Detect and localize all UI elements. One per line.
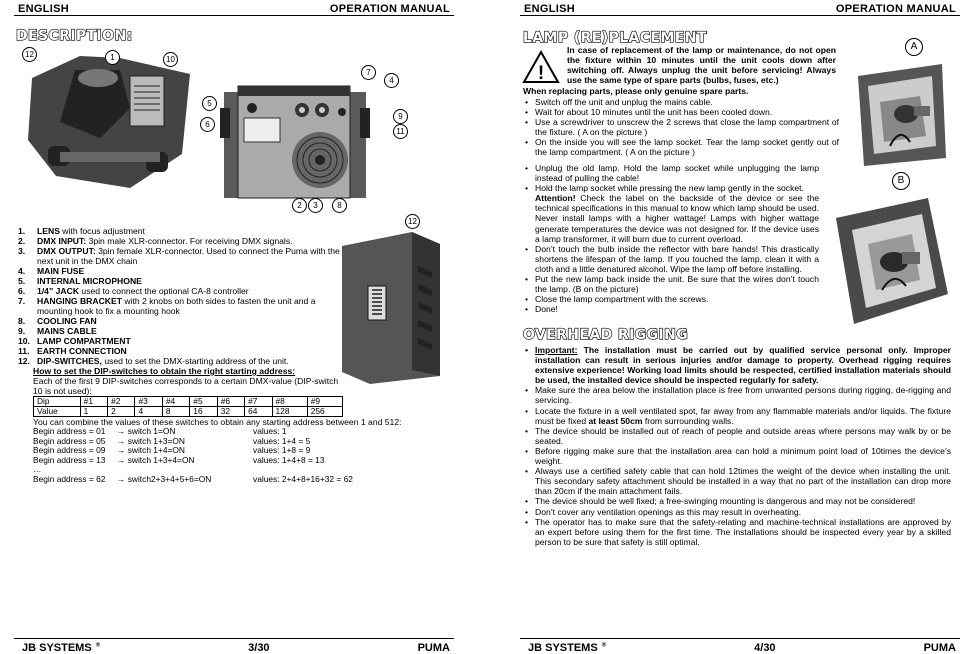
lamp-photo-a	[850, 62, 948, 168]
table-cell: 2	[108, 407, 135, 417]
fixture-rear-illustration	[220, 78, 370, 202]
table-cell: #9	[307, 397, 342, 407]
callout-7: 7	[361, 65, 376, 80]
page-3	[14, 0, 454, 654]
table-cell: #4	[162, 397, 189, 407]
feature-item: 9. MAINS CABLE	[18, 326, 97, 336]
table-cell: #3	[135, 397, 162, 407]
address-cell: Begin address = 62	[33, 473, 106, 484]
callout-1: 1	[105, 50, 120, 65]
section-title-rigging: OVERHEAD RIGGING	[523, 327, 689, 343]
table-cell: 8	[162, 407, 189, 417]
list-item: • Done!	[523, 304, 819, 314]
page-footer	[520, 638, 960, 654]
address-cell: Begin address = 09	[33, 445, 106, 455]
list-item: • The device should be well fixed; a free-swinging mounting is dangerous and may not be considered!	[523, 496, 951, 506]
header-title: OPERATION MANUAL	[835, 3, 956, 15]
address-cell: Begin address = 13	[33, 454, 106, 465]
list-item: • Don’t touch the bulb inside the reflector with bare hands! This drastically shortens the lifespan of the lamp. If you touched the lamp, clean it with a cloth and a little denatured alcohol. Wipe the lamp off before installing.	[523, 244, 819, 274]
lamp-warning-text: In case of replacement of the lamp or maintenance, do not open the fixture within 10 minutes until the unit cools down after switching off. Always unplug the unit before servicing! Always use the same type of spare parts (bulbs, fuses, etc.)	[567, 45, 836, 86]
fixture-side-illustration	[340, 226, 442, 386]
address-cell: Begin address = 01	[33, 426, 106, 436]
feature-item: 10. LAMP COMPARTMENT	[18, 336, 131, 346]
callout-5: 5	[202, 96, 217, 111]
list-item: • Unplug the old lamp. Hold the lamp socket while unplugging the lamp instead of pulling the cable!	[523, 163, 819, 183]
callout-11: 11	[393, 124, 408, 139]
address-cell: → switch 1+3+4=ON	[117, 454, 195, 465]
lamp-photo-b	[832, 194, 950, 326]
list-item: • Make sure the area below the installation place is free from unwanted persons during rigging, de-rigging and servicing.	[523, 385, 951, 405]
combine-text: You can combine the values of these switches to obtain any starting address between 1 and 512:	[33, 417, 402, 427]
lamp-parts-note: When replacing parts, please only genuine spare parts.	[523, 86, 749, 96]
list-item: • Hold the lamp socket while pressing the new lamp gently in the socket. Attention! Check the label on the backside of the device or see the technical specifications in this manual to know which lamp should be used. Never install lamps with a higher wattage! Lamps with higher wattage generate temperatures the device was not designed for. If the device uses a lamp transformer, it will burn due to current overload.	[523, 183, 819, 244]
table-cell: 64	[245, 407, 272, 417]
table-cell: 32	[217, 407, 244, 417]
table-row	[34, 407, 343, 417]
address-cell: values: 1	[253, 426, 287, 436]
page-header	[14, 0, 454, 16]
callout-9: 9	[393, 109, 408, 124]
address-cell: → switch 1+4=ON	[117, 445, 185, 455]
list-item: • The operator has to make sure that the safety-relating and machine-technical installations are approved by an expert before using them for the first time. The installations should be inspected every year by a skilled person to be sure that safety is still optimal.	[523, 517, 951, 547]
table-cell: #7	[245, 397, 272, 407]
table-cell: #5	[190, 397, 217, 407]
footer-product: PUMA	[923, 642, 956, 654]
table-cell: 128	[272, 407, 307, 417]
callout-b: B	[892, 172, 910, 190]
list-item: • Wait for about 10 minutes until the unit has been cooled down.	[523, 107, 839, 117]
table-cell: 16	[190, 407, 217, 417]
footer-product: PUMA	[417, 642, 450, 654]
feature-item: 6. 1/4” JACK used to connect the optional CA-8 controller	[18, 286, 249, 296]
address-cell: values: 1+8 = 9	[253, 445, 311, 455]
page-4	[520, 0, 960, 654]
address-cell: → switch 1=ON	[117, 426, 176, 436]
footer-page-number: 3/30	[248, 642, 270, 654]
list-item: • Before rigging make sure that the installation area can hold a minimum point load of 10times the device’s weight.	[523, 446, 951, 466]
callout-3: 3	[308, 198, 323, 213]
list-item: • Use a screwdriver to unscrew the 2 screws that close the lamp compartment of the fixture. ( A on the picture )	[523, 117, 839, 137]
footer-page-number: 4/30	[754, 642, 776, 654]
list-item: • Put the new lamp back inside the unit. Be sure that the wires don’t touch the lamp. (B on the picture)	[523, 274, 819, 294]
callout-12-side: 12	[405, 214, 420, 229]
callout-4: 4	[384, 73, 399, 88]
feature-item: 11. EARTH CONNECTION	[18, 346, 127, 356]
callout-6: 6	[200, 117, 215, 132]
feature-item: 4. MAIN FUSE	[18, 266, 85, 276]
callout-10: 10	[163, 52, 178, 67]
list-item: • The device should be installed out of reach of people and outside areas where persons may walk by or be seated.	[523, 426, 951, 446]
warning-symbol: !	[537, 63, 545, 84]
feature-item: 7. HANGING BRACKET with 2 knobs on both sides to fasten the unit and a mounting hook to fix a mounting hook	[18, 296, 316, 316]
footer-brand: JB SYSTEMS ®	[528, 642, 607, 654]
dip-value-table	[33, 396, 343, 417]
section-title-description: DESCRIPTION:	[16, 28, 133, 44]
feature-item: 12. DIP-SWITCHES, used to set the DMX-starting address of the unit.	[18, 356, 289, 366]
dip-heading: How to set the DIP-switches to obtain the right starting address:	[33, 366, 296, 376]
address-examples	[33, 427, 373, 484]
address-cell: …	[33, 464, 42, 474]
list-item: • Don’t cover any ventilation openings as this may result in overheating.	[523, 507, 951, 517]
header-language: ENGLISH	[524, 3, 575, 15]
feature-item: 1. LENS with focus adjustment	[18, 226, 145, 236]
feature-item: 2. DMX INPUT: 3pin male XLR-connector. For receiving DMX signals.	[18, 236, 293, 246]
page-header	[520, 0, 960, 16]
list-item: • Switch off the unit and unplug the mains cable.	[523, 97, 839, 107]
header-language: ENGLISH	[18, 3, 69, 15]
table-row	[34, 397, 343, 407]
footer-brand: JB SYSTEMS ®	[22, 642, 101, 654]
list-item: • Locate the fixture in a well ventilated spot, far away from any flammable materials and/or liquids. The fixture must be fixed at least 50cm from surrounding walls.	[523, 406, 951, 426]
table-cell: #1	[80, 397, 107, 407]
address-cell: → switch 1+3=ON	[117, 435, 185, 446]
header-title: OPERATION MANUAL	[329, 3, 450, 15]
table-cell: #8	[272, 397, 307, 407]
table-cell: 1	[80, 407, 107, 417]
feature-item: 8. COOLING FAN	[18, 316, 97, 326]
warning-icon	[522, 50, 560, 84]
section-title-lamp: LAMP (RE)PLACEMENT	[523, 30, 707, 46]
page-footer	[14, 638, 454, 654]
callout-12: 12	[22, 47, 37, 62]
feature-list	[18, 226, 340, 366]
rigging-list	[523, 345, 951, 547]
lamp-steps-1	[523, 97, 839, 158]
feature-item: 5. INTERNAL MICROPHONE	[18, 276, 142, 286]
table-cell: Value	[34, 407, 81, 417]
address-cell: values: 2+4+8+16+32 = 62	[253, 473, 353, 484]
callout-2: 2	[292, 198, 307, 213]
table-cell: 4	[135, 407, 162, 417]
callout-a: A	[905, 38, 923, 56]
table-cell: #2	[108, 397, 135, 407]
address-cell: Begin address = 05	[33, 435, 106, 446]
table-cell: #6	[217, 397, 244, 407]
lamp-steps-2	[523, 163, 819, 314]
callout-8: 8	[332, 198, 347, 213]
table-cell: 256	[307, 407, 342, 417]
table-cell: Dip	[34, 397, 81, 407]
address-cell: → switch2+3+4+5+6=ON	[117, 473, 212, 484]
dip-intro: Each of the first 9 DIP-switches corresponds to a certain DMX-value (DIP-switch 10 is not used):	[33, 376, 339, 397]
feature-item: 3. DMX OUTPUT: 3pin female XLR-connector. Used to connect the Puma with the next unit in the DMX chain	[18, 246, 340, 266]
list-item: • Always use a certified safety cable that can hold 12times the weight of the device when installing the unit. This secondary safety attachment should be installed in a way that no part of the installation can drop more than 20cm if the main attachment fails.	[523, 466, 951, 496]
list-item: • Close the lamp compartment with the screws.	[523, 294, 819, 304]
list-item: • On the inside you will see the lamp socket. Tear the lamp socket gently out of the lamp compartment. ( A on the picture )	[523, 137, 839, 157]
list-item: • Important: The installation must be carried out by qualified service personal only. Improper installation can result in serious injuries and/or damage to property. Overhead rigging requires extensive experience! Working load limits should be respected, certified installation materials should be used, the installed device should be inspected regularly for safety.	[523, 345, 951, 385]
address-cell: values: 1+4 = 5	[253, 435, 311, 446]
address-cell: values: 1+4+8 = 13	[253, 454, 325, 465]
fixture-front-illustration	[20, 48, 198, 198]
